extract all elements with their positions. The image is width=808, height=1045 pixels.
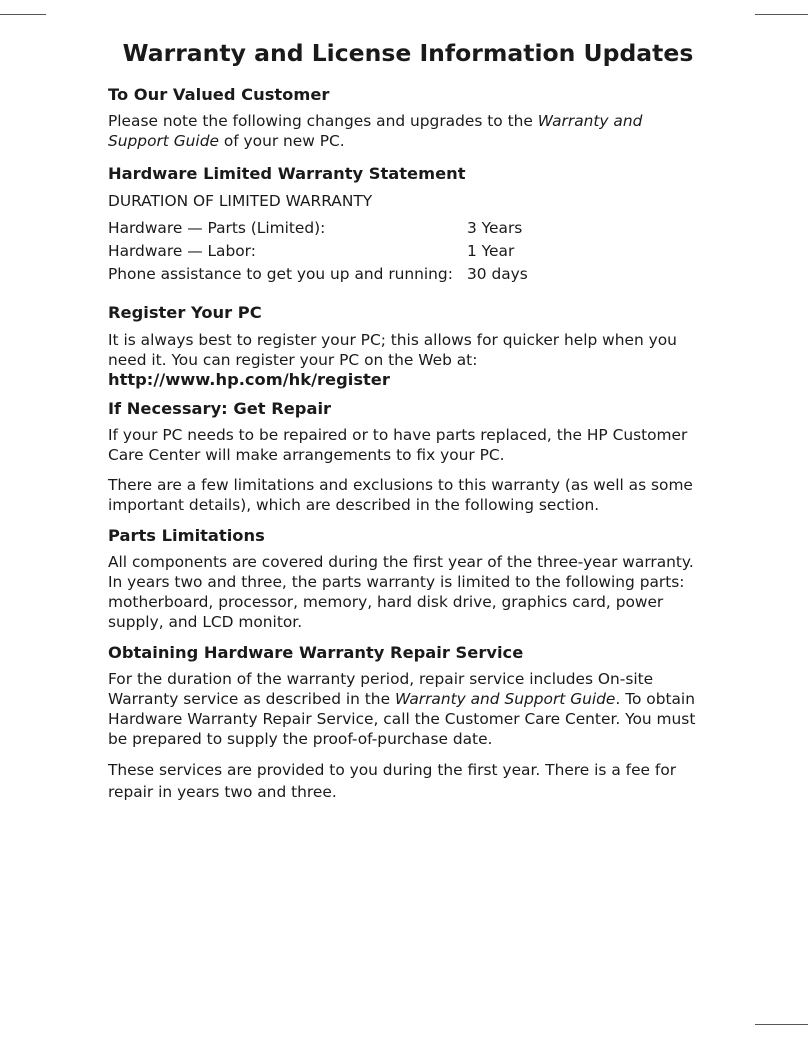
customer-paragraph — [108, 111, 698, 151]
section-heading-repair: If Necessary: Get Repair — [108, 399, 332, 418]
duration-subheading: DURATION OF LIMITED WARRANTY — [108, 192, 373, 210]
service-paragraph-1 — [108, 669, 708, 749]
guide-title-emphasis: Warranty and Support Guide — [108, 112, 643, 150]
section-heading-parts: Parts Limitations — [108, 526, 265, 545]
warranty-duration-table — [108, 217, 708, 286]
register-url-link[interactable]: http://www.hp.com/hk/register — [108, 370, 390, 389]
row-label: Hardware — Labor: — [108, 242, 256, 260]
document-page — [108, 36, 708, 803]
crop-mark-top-right — [755, 14, 808, 15]
section-heading-service: Obtaining Hardware Warranty Repair Service — [108, 643, 524, 662]
table-row — [108, 240, 708, 263]
repair-paragraph-2: There are a few limitations and exclusions to this warranty (as well as some important details), which are described in the following section. — [108, 476, 693, 514]
section-heading-hardware: Hardware Limited Warranty Statement — [108, 164, 466, 183]
table-row — [108, 217, 708, 240]
row-value: 1 Year — [467, 242, 515, 260]
customer-text-end: of your new PC. — [218, 132, 345, 150]
section-heading-customer: To Our Valued Customer — [108, 85, 330, 104]
crop-mark-top-left — [0, 14, 46, 15]
row-label: Phone assistance to get you up and running: — [108, 265, 453, 283]
section-heading-register: Register Your PC — [108, 303, 262, 322]
row-label: Hardware — Parts (Limited): — [108, 219, 326, 237]
row-value: 3 Years — [467, 219, 523, 237]
customer-text-start: Please note the following changes and upgrades to the — [108, 112, 538, 130]
service-text-start: For the duration of the warranty period, repair service includes On-site Warranty service as described in the — [108, 670, 654, 708]
crop-mark-bottom-right — [755, 1024, 808, 1025]
register-paragraph: It is always best to register your PC; this allows for quicker help when you need it. You can register your PC on the Web at: — [108, 331, 677, 369]
parts-paragraph: All components are covered during the first year of the three-year warranty. In years two and three, the parts warranty is limited to the following parts: motherboard, processor, memory, hard disk drive, graphics card, power supply, and LCD monitor. — [108, 553, 694, 631]
page-title: Warranty and License Information Updates — [122, 39, 694, 67]
table-row — [108, 263, 708, 286]
guide-title-emphasis: Warranty and Support Guide — [394, 690, 616, 708]
service-paragraph-2: These services are provided to you during the first year. There is a fee for repair in years two and three. — [108, 761, 677, 801]
service-text-end: . To obtain Hardware Warranty Repair Service, call the Customer Care Center. You must be prepared to supply the proof-of-purchase date. — [108, 690, 696, 748]
row-value: 30 days — [467, 265, 528, 283]
repair-paragraph-1: If your PC needs to be repaired or to have parts replaced, the HP Customer Care Center will make arrangements to fix your PC. — [108, 426, 688, 464]
